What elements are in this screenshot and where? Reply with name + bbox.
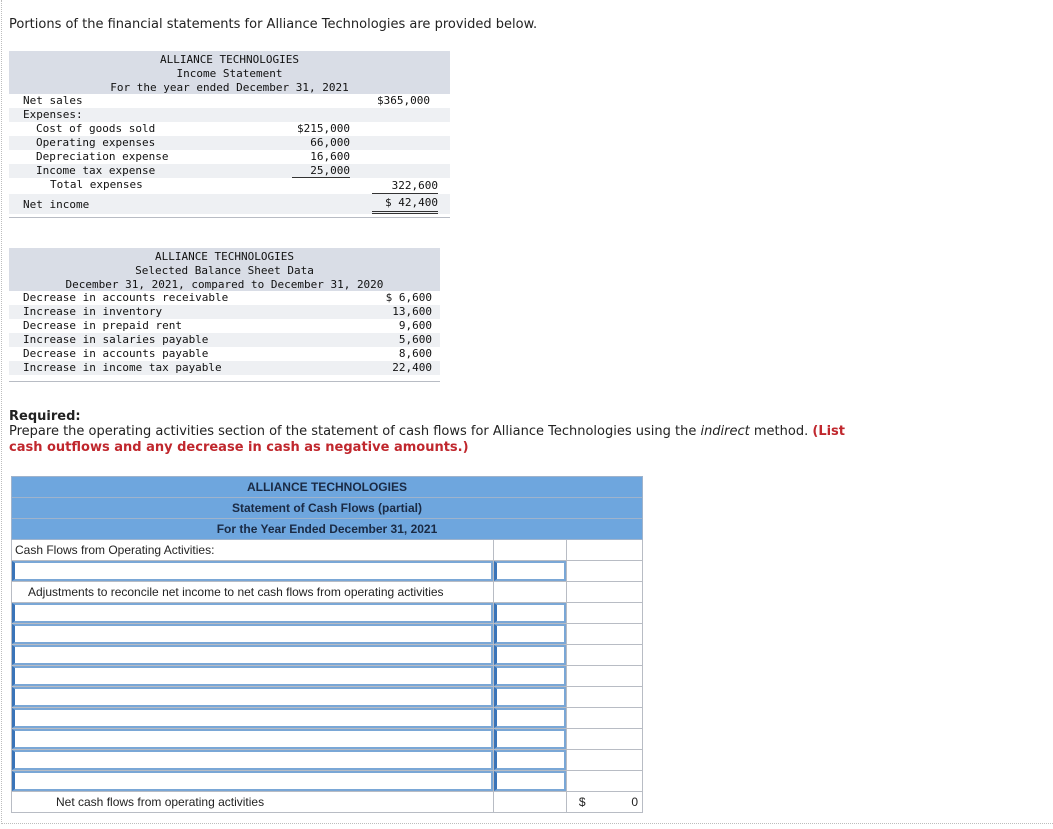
cf-period: For the Year Ended December 31, 2021	[12, 519, 643, 540]
expense-row	[9, 164, 450, 178]
cf-adj-label-cell	[12, 750, 494, 771]
cf-net-income-label-cell	[12, 561, 494, 582]
cash-flow-table	[11, 476, 643, 813]
balance-item-label: Decrease in accounts payable	[23, 347, 209, 360]
cf-statement-title: Statement of Cash Flows (partial)	[12, 498, 643, 519]
adjustment-amount-input[interactable]	[494, 708, 566, 728]
cf-adjustment-input-row	[12, 708, 643, 729]
cf-empty-cell	[566, 540, 642, 561]
adjustment-label-input[interactable]	[12, 666, 493, 686]
income-company: ALLIANCE TECHNOLOGIES	[159, 53, 300, 66]
income-statement-header	[9, 51, 450, 94]
cf-empty-cell	[566, 708, 642, 729]
cf-empty-cell	[566, 624, 642, 645]
expense-row	[9, 136, 450, 150]
cf-adjustment-input-row	[12, 729, 643, 750]
net-sales-value: $365,000	[377, 94, 430, 107]
cf-adj-amount-cell	[493, 729, 566, 750]
expense-value: 25,000	[292, 164, 350, 178]
cf-title-row	[12, 498, 643, 519]
cf-adj-amount-cell	[493, 708, 566, 729]
adjustment-amount-input[interactable]	[494, 729, 566, 749]
adjustment-amount-input[interactable]	[494, 771, 566, 791]
cf-net-cash-row	[12, 792, 643, 813]
adjustment-label-input[interactable]	[12, 687, 493, 707]
balance-item-label: Increase in salaries payable	[23, 333, 209, 346]
balance-item-label: Increase in inventory	[23, 305, 163, 318]
adjustment-label-input[interactable]	[12, 771, 493, 791]
cf-title-row	[12, 477, 643, 498]
balance-item-value: $ 6,600	[385, 291, 432, 304]
total-expenses-label: Total expenses	[50, 178, 143, 191]
total-expenses-row	[9, 178, 450, 194]
net-income-label: Net income	[23, 198, 90, 211]
adjustment-label-input[interactable]	[12, 624, 493, 644]
cf-adj-label-cell	[12, 687, 494, 708]
balance-item-row	[9, 333, 440, 347]
balance-company: ALLIANCE TECHNOLOGIES	[154, 250, 295, 263]
cf-empty-cell	[493, 540, 566, 561]
required-text-italic: indirect	[700, 424, 750, 439]
cf-adjustment-input-row	[12, 666, 643, 687]
balance-item-value: 8,600	[398, 347, 432, 360]
cf-net-income-amount-cell	[493, 561, 566, 582]
net-income-value: $ 42,400	[372, 194, 438, 214]
cf-adj-label-cell	[12, 729, 494, 750]
adjustment-label-input[interactable]	[12, 645, 493, 665]
expense-label: Income tax expense	[36, 164, 156, 177]
expenses-label: Expenses:	[23, 108, 83, 121]
adjustment-label-input[interactable]	[12, 708, 493, 728]
cf-empty-cell	[566, 666, 642, 687]
expense-value: $215,000	[297, 122, 350, 135]
balance-item-label: Decrease in accounts receivable	[23, 291, 229, 304]
income-statement	[9, 51, 450, 218]
cf-adj-label-cell	[12, 708, 494, 729]
cf-net-cash-label: Net cash flows from operating activities	[12, 792, 494, 813]
cf-adj-label-cell	[12, 666, 494, 687]
cf-adjustment-input-row	[12, 645, 643, 666]
adjustment-amount-input[interactable]	[494, 666, 566, 686]
required-heading: Required:	[9, 409, 81, 424]
adjustment-amount-input[interactable]	[494, 750, 566, 770]
net-income-label-input[interactable]	[12, 561, 493, 581]
currency-symbol: $	[578, 795, 586, 809]
cf-empty-cell	[566, 687, 642, 708]
cf-empty-cell	[566, 582, 642, 603]
cf-empty-cell	[566, 750, 642, 771]
expenses-row	[9, 108, 450, 122]
balance-item-row	[9, 361, 440, 375]
cf-adj-amount-cell	[493, 666, 566, 687]
balance-item-row	[9, 347, 440, 361]
adjustment-label-input[interactable]	[12, 603, 493, 623]
balance-item-row	[9, 291, 440, 305]
balance-item-value: 22,400	[392, 361, 432, 374]
cf-empty-cell	[566, 561, 642, 582]
expense-row	[9, 150, 450, 164]
balance-item-row	[9, 305, 440, 319]
cf-company: ALLIANCE TECHNOLOGIES	[12, 477, 643, 498]
cf-net-cash-total	[566, 792, 642, 813]
income-title: Income Statement	[176, 67, 283, 80]
required-text-start: Prepare the operating activities section of the statement of cash flows for Alliance Technologies using the	[9, 424, 701, 439]
income-period: For the year ended December 31, 2021	[110, 81, 349, 94]
cf-empty-cell	[566, 771, 642, 792]
net-cash-value: 0	[631, 795, 638, 809]
total-expenses-value: 322,600	[372, 178, 438, 194]
balance-sheet-data	[9, 248, 440, 382]
adjustment-label-input[interactable]	[12, 729, 493, 749]
cf-adj-amount-cell	[493, 645, 566, 666]
cf-adjustment-input-row	[12, 687, 643, 708]
adjustment-amount-input[interactable]	[494, 687, 566, 707]
balance-item-value: 5,600	[398, 333, 432, 346]
balance-sheet-bottom-rule	[9, 375, 440, 382]
cf-empty-cell	[493, 582, 566, 603]
expense-value: 66,000	[310, 136, 350, 149]
cf-empty-cell	[566, 603, 642, 624]
cf-adj-label-cell	[12, 603, 494, 624]
expense-value: 16,600	[310, 150, 350, 163]
cf-adj-label-cell	[12, 771, 494, 792]
net-income-amount-input[interactable]	[494, 561, 566, 581]
cf-adj-amount-cell	[493, 624, 566, 645]
cf-adj-amount-cell	[493, 687, 566, 708]
balance-title: Selected Balance Sheet Data	[135, 264, 314, 277]
adjustment-amount-input[interactable]	[494, 624, 566, 644]
required-negative-note: (List cash outflows and any decrease in cash as negative amounts.)	[9, 424, 846, 455]
expense-row	[9, 122, 450, 136]
balance-item-value: 9,600	[398, 319, 432, 332]
cf-section-row	[12, 540, 643, 561]
cf-adjustment-input-row	[12, 624, 643, 645]
balance-sheet-header	[9, 248, 440, 291]
balance-item-label: Decrease in prepaid rent	[23, 319, 182, 332]
adjustment-amount-input[interactable]	[494, 603, 566, 623]
expense-label: Depreciation expense	[36, 150, 169, 163]
balance-item-label: Increase in income tax payable	[23, 361, 222, 374]
cf-adj-label-cell	[12, 624, 494, 645]
net-sales-row	[9, 94, 450, 108]
cf-net-income-row	[12, 561, 643, 582]
cf-adjustment-input-row	[12, 771, 643, 792]
adjustment-amount-input[interactable]	[494, 645, 566, 665]
expense-label: Operating expenses	[36, 136, 156, 149]
balance-item-value: 13,600	[392, 305, 432, 318]
cf-section-label: Cash Flows from Operating Activities:	[12, 540, 494, 561]
balance-period: December 31, 2021, compared to December 31, 2020	[65, 278, 384, 291]
cf-adjustments-label: Adjustments to reconcile net income to net cash flows from operating activities	[12, 582, 494, 603]
expense-label: Cost of goods sold	[36, 122, 156, 135]
cf-adj-label-cell	[12, 645, 494, 666]
cf-title-row	[12, 519, 643, 540]
intro-text: Portions of the financial statements for Alliance Technologies are provided below.	[9, 17, 538, 32]
required-instructions	[9, 424, 849, 456]
net-income-row	[9, 194, 450, 214]
cf-adjustment-input-row	[12, 603, 643, 624]
cf-empty-cell	[566, 645, 642, 666]
cf-adjustment-input-row	[12, 750, 643, 771]
cf-adjustments-row	[12, 582, 643, 603]
cf-adj-amount-cell	[493, 750, 566, 771]
adjustment-label-input[interactable]	[12, 750, 493, 770]
income-statement-bottom-rule	[9, 214, 450, 218]
balance-item-row	[9, 319, 440, 333]
required-text-end: method.	[749, 424, 813, 439]
net-sales-label: Net sales	[23, 94, 83, 107]
cf-adj-amount-cell	[493, 771, 566, 792]
cf-empty-cell	[566, 729, 642, 750]
cf-adj-amount-cell	[493, 603, 566, 624]
cf-empty-cell	[493, 792, 566, 813]
